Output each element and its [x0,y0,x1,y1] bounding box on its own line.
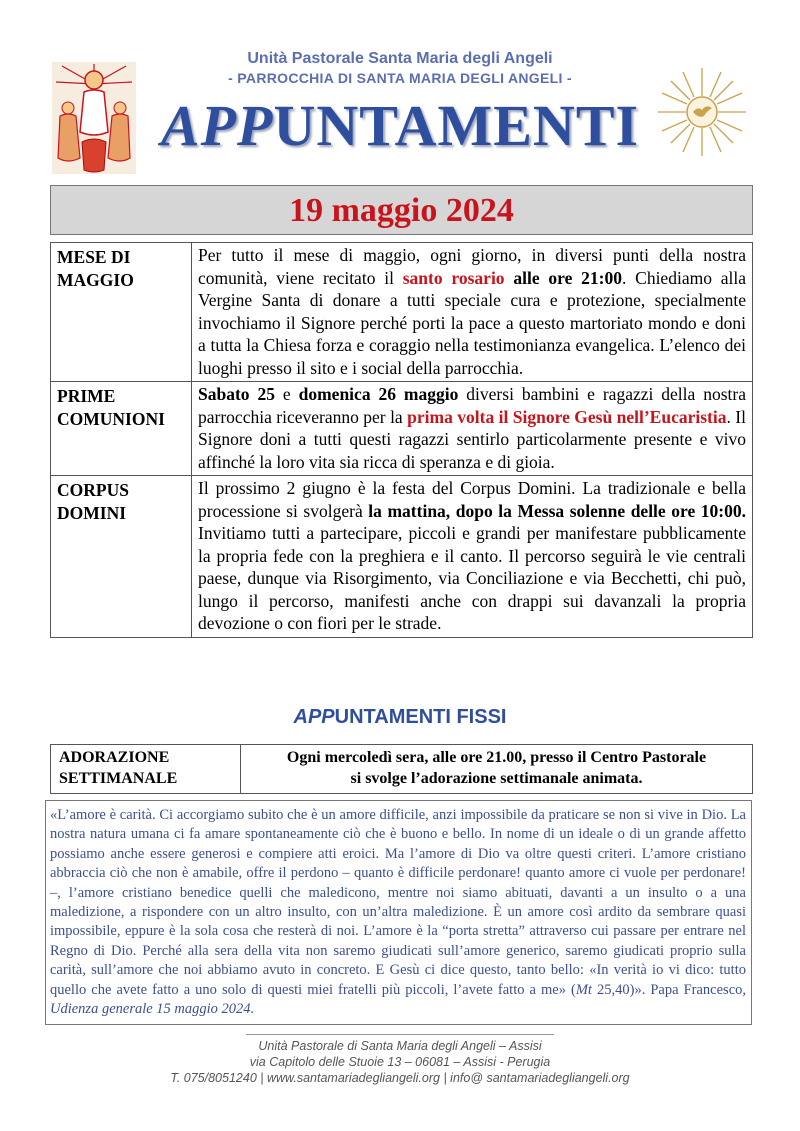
row-label: ADORAZIONE SETTIMANALE [51,745,241,794]
row-label: CORPUS DOMINI [51,476,192,638]
appointments-table [50,242,753,638]
table-row [51,476,753,638]
parish-name: - PARROCCHIA DI SANTA MARIA DEGLI ANGELI - [228,70,572,86]
pope-quote: «L’amore è carità. Ci accorgiamo subito che è un amore difficile, anzi impossibile da praticare se non si vive in Dio. La nostra natura umana ci fa amare spontaneamente ciò che è buono e bello. In nome di un ideale o di un grande affetto possiamo anche essere generosi e compiere atti eroici. Ma l’amore di Dio va oltre questi criteri. L’amore cristiano abbraccia ciò che non è amabile, offre il perdono – quanto è difficile perdonare! quanto amore ci vuole per perdonare! –, l’amore cristiano benedice quelli che maledicono, mentre noi siamo abituati, davanti a un insulto o a una maledizione, a rispondere con un altro insulto, con un’altra maledizione. È un amore così ardito da sembrare quasi impossibile, eppure è la sola cosa che resterà di noi. L’amore è la “porta stretta” attraverso cui passare per entrare nel Regno di Dio. Perché alla sera della vita non saremo giudicati sull’amore generico, saremo giudicati proprio sulla carità, sull’amore che noi abbiamo avuto in concreto. E Gesù ci dice questo, tanto bello: «In verità io vi dico: tutto quello che avete fatto a uno solo di questi miei fratelli più piccoli, l’avete fatto a me» (Mt 25,40)». Papa Francesco, Udienza generale 15 maggio 2024. [45,800,752,1025]
footer-org: Unità Pastorale di Santa Maria degli Angeli – Assisi [258,1039,542,1053]
holy-spirit-dove-icon [656,66,748,158]
footer-contacts: T. 075/8051240 | www.santamariadegliangeli.org | info@ santamariadegliangeli.org [170,1071,630,1085]
org-name: Unità Pastorale Santa Maria degli Angeli [247,50,553,67]
fixed-appointments-title: APPUNTAMENTI FISSI [293,706,507,728]
row-text: Il prossimo 2 giugno è la festa del Corpus Domini. La tradizionale e bella processione si svolgerà la mattina, dopo la Messa solenne delle ore 10:00. Invitiamo tutti a partecipare, piccoli e grandi per manifestare pubblicamente la propria fede con la preghiera e il canto. Il percorso seguirà le vie centrali paese, dunque via Risorgimento, via Conciliazione e via Becchetti, chi può, lungo il percorso, manifesti anche con drappi sui davanzali la propria devozione o con fiori per le strade. [192,476,753,638]
row-text: Sabato 25 e domenica 26 maggio diversi bambini e ragazzi della nostra parrocchia riceveranno per la prima volta il Signore Gesù nell’Eucaristia. Il Signore doni a tutti questi ragazzi sentirlo particolarmente presente e vivo affinché la loro vita sia ricca di speranza e di gioia. [192,382,753,476]
table-row [51,243,753,382]
date-text: 19 maggio 2024 [289,192,514,229]
footer-divider [246,1034,554,1035]
row-label: MESE DI MAGGIO [51,243,192,382]
table-row [51,745,753,794]
table-row [51,382,753,476]
date-banner [50,185,753,235]
row-text: Ogni mercoledì sera, alle ore 21.00, presso il Centro Pastorale si svolge l’adorazione settimanale animata. [241,745,753,794]
page-title: APPUNTAMENTI [160,93,640,158]
footer-address: via Capitolo delle Stuoie 13 – 06081 – Assisi - Perugia [249,1055,551,1069]
row-text: Per tutto il mese di maggio, ogni giorno, in diversi punti della nostra comunità, viene recitato il santo rosario alle ore 21:00. Chiediamo alla Vergine Santa di donare a tutti speciale cura e protezione, specialmente invochiamo il Signore perché porti la pace a questo martoriato mondo e doni a tutta la Chiesa forza e coraggio nella testimonianza evangelica. L’elenco dei luoghi presso il sito e i social della parrocchia. [192,243,753,382]
row-label: PRIME COMUNIONI [51,382,192,476]
fixed-appointments-table [50,744,753,794]
